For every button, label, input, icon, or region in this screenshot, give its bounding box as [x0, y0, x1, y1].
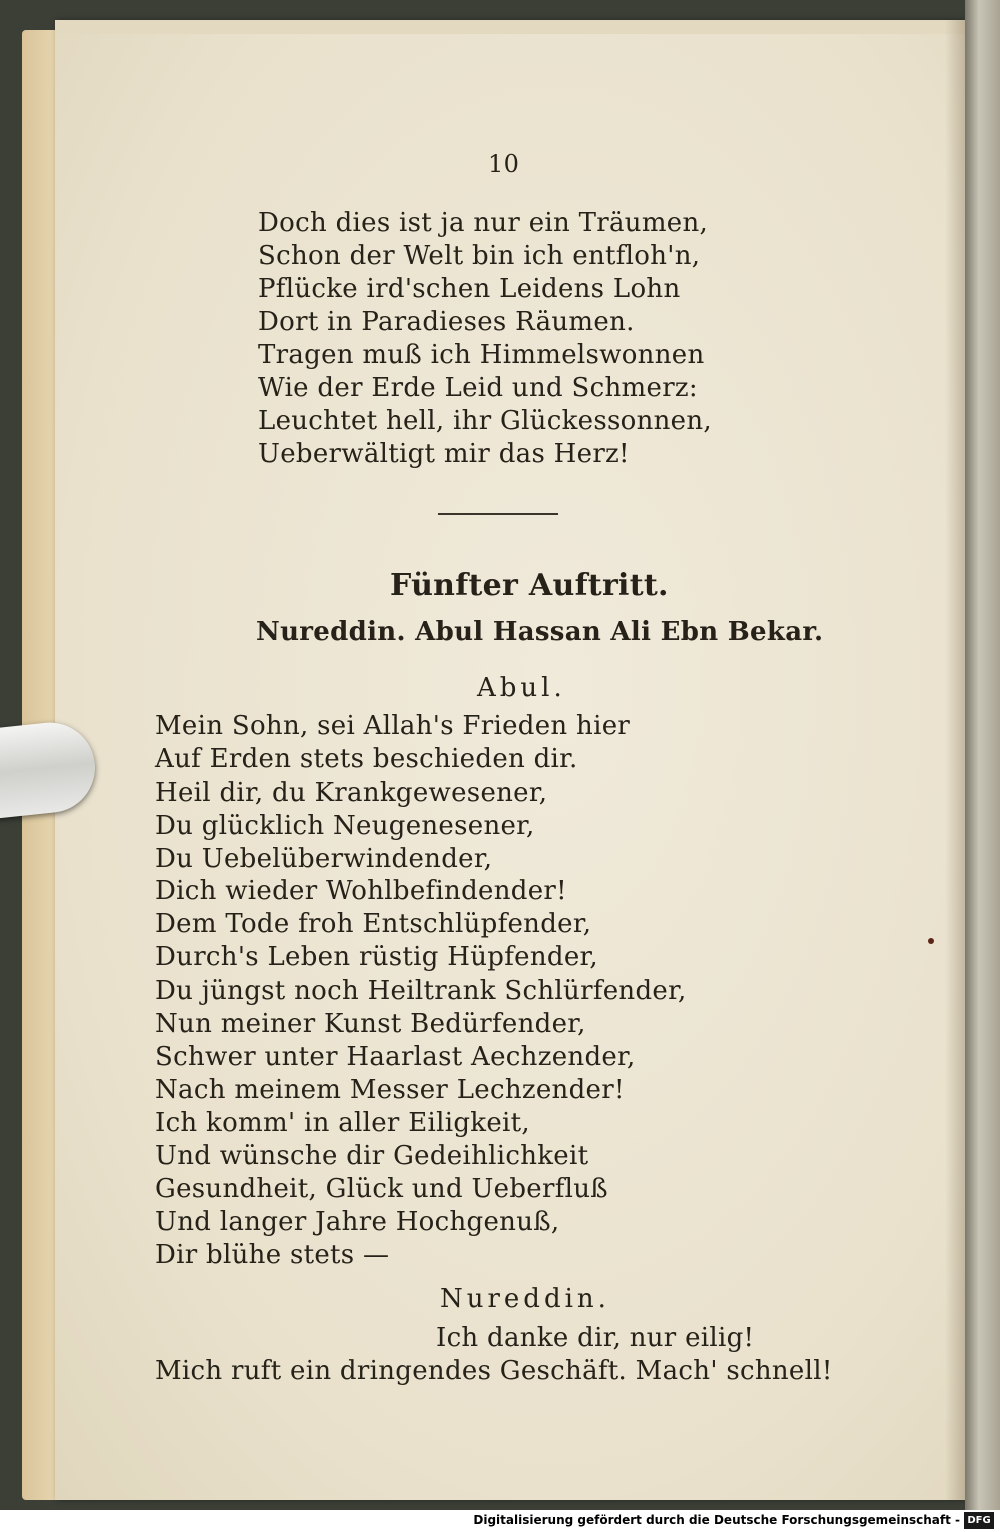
stanza1-line: Doch dies ist ja nur ein Träumen, [258, 208, 709, 238]
stanza2-line: Ich komm' in aller Eiligkeit, [155, 1108, 530, 1138]
stanza2-line: Mein Sohn, sei Allah's Frieden hier [155, 711, 631, 741]
stanza1-line: Pflücke ird'schen Leidens Lohn [258, 274, 681, 304]
stanza2-line: Du Uebelüberwindender, [155, 844, 493, 874]
stanza2-line: Dem Tode froh Entschlüpfender, [155, 909, 592, 939]
section-divider [438, 513, 558, 515]
stanza1-line: Wie der Erde Leid und Schmerz: [258, 373, 698, 403]
stanza2-line: Auf Erden stets beschieden dir. [155, 744, 578, 774]
page-stack-edge [965, 0, 1000, 1510]
speaker-nureddin: Nureddin. [440, 1284, 610, 1314]
stanza2-line: Heil dir, du Krankgewesener, [155, 778, 548, 808]
stanza2-line: Gesundheit, Glück und Ueberfluß [155, 1174, 608, 1204]
reply-line: Ich danke dir, nur eilig! [436, 1323, 755, 1353]
stanza1-line: Schon der Welt bin ich entfloh'n, [258, 241, 701, 271]
stanza2-line: Du jüngst noch Heiltrank Schlürfender, [155, 976, 687, 1006]
stanza1-line: Leuchtet hell, ihr Glückessonnen, [258, 406, 712, 436]
stanza2-line: Du glücklich Neugenesener, [155, 811, 535, 841]
stanza2-line: Dich wieder Wohlbefindender! [155, 876, 567, 906]
stanza2-line: Nun meiner Kunst Bedürfender, [155, 1009, 586, 1039]
stanza1-line: Dort in Paradieses Räumen. [258, 307, 635, 337]
speaker-abul: Abul. [477, 673, 566, 703]
stanza2-line: Schwer unter Haarlast Aechzender, [155, 1042, 636, 1072]
stanza2-line: Nach meinem Messer Lechzender! [155, 1075, 625, 1105]
act-title: Fünfter Auftritt. [390, 568, 669, 603]
stanza1-line: Tragen muß ich Himmelswonnen [258, 340, 705, 370]
page-top-edge [55, 20, 965, 34]
stanza2-line: Und langer Jahre Hochgenuß, [155, 1207, 560, 1237]
footer-bar [0, 1510, 1000, 1532]
page-number: 10 [488, 150, 520, 178]
funding-notice: Digitalisierung gefördert durch die Deutsche Forschungsgemeinschaft - [473, 1513, 960, 1527]
stanza1-line: Ueberwältigt mir das Herz! [258, 439, 630, 469]
ink-spot [928, 938, 934, 944]
reply-line: Mich ruft ein dringendes Geschäft. Mach' schnell! [155, 1356, 833, 1386]
stanza2-line: Und wünsche dir Gedeihlichkeit [155, 1141, 589, 1171]
stanza2-line: Durch's Leben rüstig Hüpfender, [155, 942, 598, 972]
stanza2-line: Dir blühe stets — [155, 1240, 390, 1270]
character-list: Nureddin. Abul Hassan Ali Ebn Bekar. [256, 617, 824, 647]
page-gutter-shadow [945, 20, 965, 1500]
dfg-logo: DFG [964, 1512, 994, 1529]
